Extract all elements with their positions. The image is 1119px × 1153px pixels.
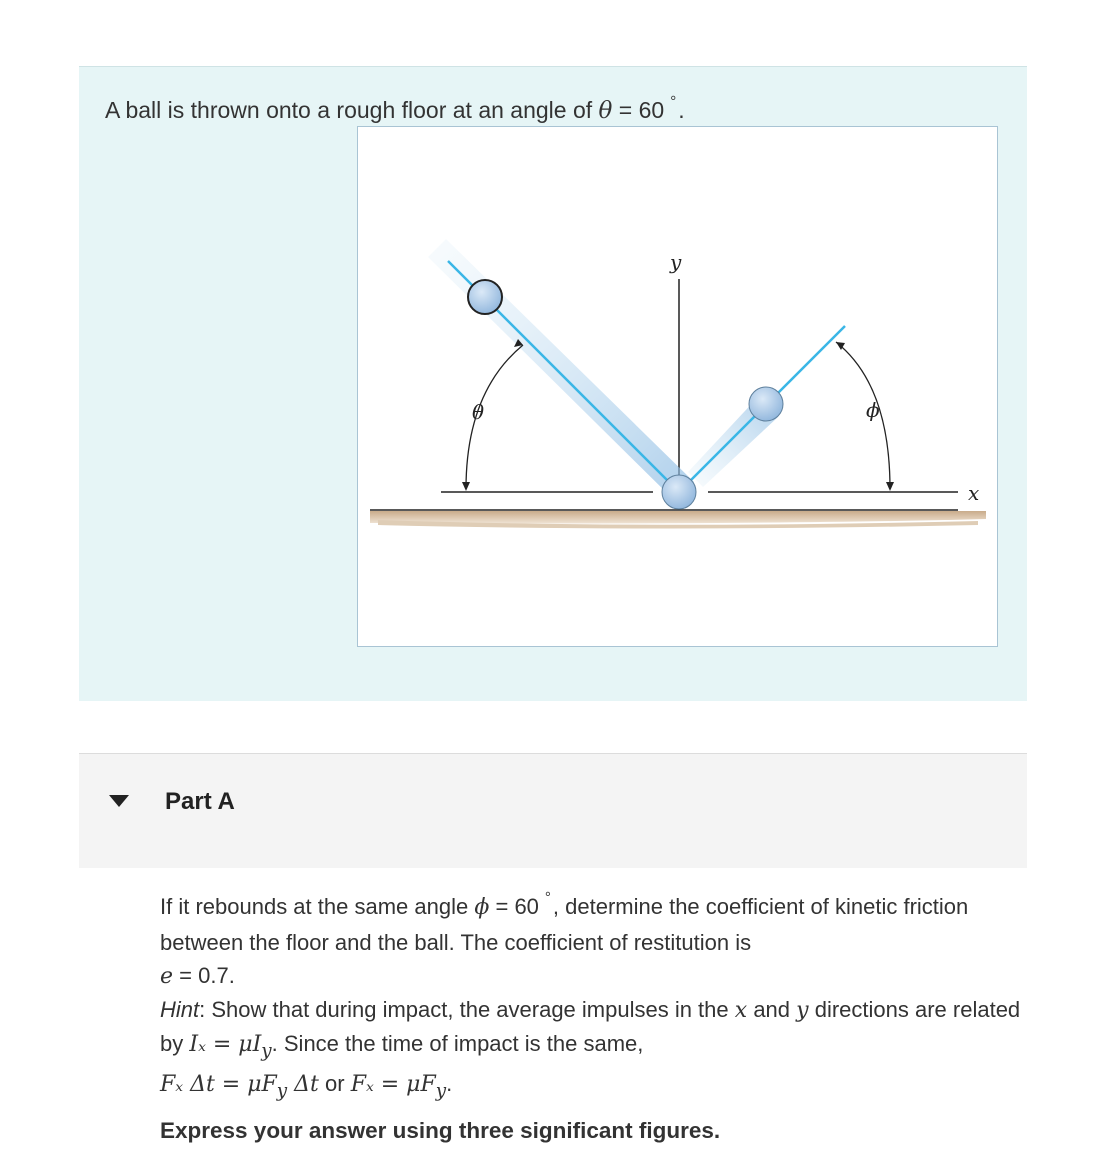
intro-period: . (678, 97, 685, 123)
phi-symbol: ϕ (474, 895, 490, 920)
phi-value: 60 (514, 894, 539, 919)
x-variable: x (734, 998, 748, 1023)
question-degree-symbol: ° (544, 889, 551, 906)
equation-period: . (446, 1071, 453, 1097)
or-word: or (325, 1071, 345, 1097)
force-time-equation: Fₓ $\Delta t = \mu F_y$ Δt (160, 1072, 319, 1102)
part-a-header[interactable] (79, 753, 1027, 868)
hint-label: Hint (160, 997, 200, 1022)
problem-figure (357, 126, 998, 647)
intro-equals: = (618, 97, 633, 123)
phi-arc (836, 342, 890, 489)
phi-label: ϕ (866, 398, 880, 422)
answer-instruction: Express your answer using three significant figures. (160, 1118, 721, 1143)
e-equals: = (179, 963, 193, 988)
floor-surface (370, 511, 986, 524)
hint-directions: directions are related by (160, 997, 1021, 1056)
question-line1: If it rebounds at the same angle (160, 894, 469, 919)
phi-equals: = (495, 894, 509, 919)
y-axis-label: y (670, 250, 682, 274)
phi-arrow-bottom (886, 482, 894, 491)
problem-intro (79, 66, 1027, 701)
impulse-equation: $I_x = \mu I_y$ (189, 1032, 272, 1062)
hint-text: : Show that during impact, the average impulses in the (199, 997, 729, 1022)
question-text (160, 890, 1040, 1108)
x-axis-label: x (968, 481, 980, 505)
e-symbol: e (160, 964, 174, 989)
part-title: Part A (165, 788, 235, 815)
hint-time: . Since the time of impact is the same, (271, 1031, 644, 1056)
intro-text (105, 93, 685, 124)
theta-label: θ (472, 400, 485, 424)
impact-ball (662, 475, 696, 509)
outgoing-ball (749, 387, 783, 421)
e-value: 0.7. (198, 963, 235, 988)
force-equation: $F_x = \mu F_y$ (350, 1072, 447, 1102)
y-variable: y (796, 998, 809, 1023)
incoming-ball (468, 280, 502, 314)
question-line1-rest: , determine the coefficient of kinetic friction between the floor and the ball. The coefficient of restitution is (160, 894, 969, 955)
degree-symbol: ° (670, 93, 677, 110)
and-word: and (753, 997, 791, 1022)
ball-rebound-diagram (358, 127, 999, 648)
theta-arrow-bottom (462, 482, 470, 491)
collapse-caret-icon[interactable] (109, 795, 129, 807)
intro-sentence: A ball is thrown onto a rough floor at an angle of (105, 97, 593, 123)
theta-symbol: θ (598, 98, 613, 124)
theta-value: 60 (638, 97, 665, 123)
